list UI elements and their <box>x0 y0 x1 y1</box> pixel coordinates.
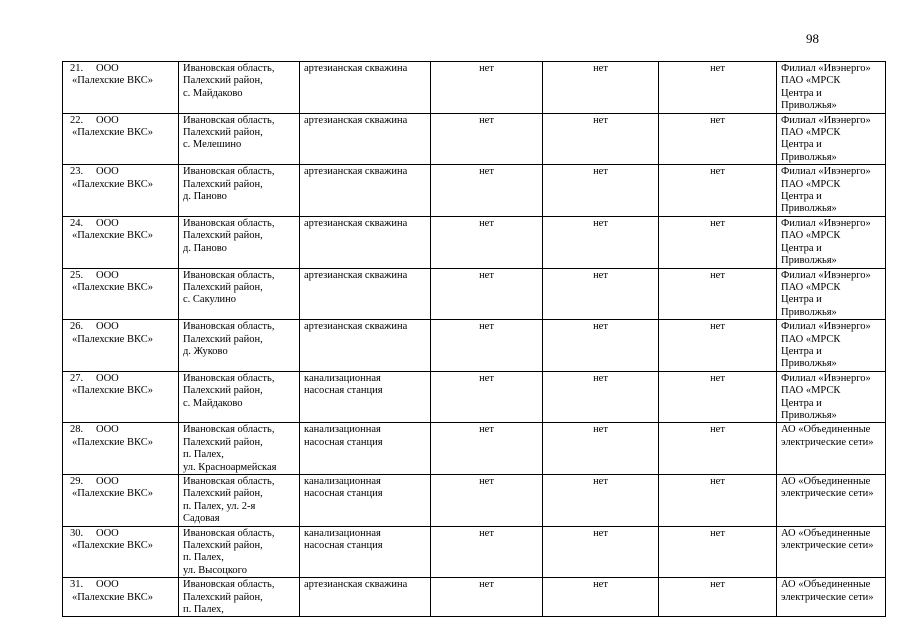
cell-grid-org <box>777 526 886 578</box>
cell-grid-org <box>777 216 886 268</box>
cell-object-type <box>300 578 431 617</box>
org-name: «Палехские ВКС» <box>72 385 153 397</box>
cell-object-type-line: артезианская скважина <box>304 269 408 281</box>
row-number: 29. <box>70 476 84 487</box>
cell-grid-org-line: Центра и <box>781 139 822 151</box>
cell-value-2: нет <box>543 113 659 165</box>
cell-address-line: Ивановская область, <box>183 424 275 436</box>
org-name: «Палехские ВКС» <box>72 436 153 448</box>
cell-grid-org-line: Центра и <box>781 87 822 99</box>
cell-value-2: нет <box>543 62 659 114</box>
org-name: «Палехские ВКС» <box>72 281 153 293</box>
cell-address-line: Ивановская область, <box>183 269 275 281</box>
cell-object-type <box>300 423 431 475</box>
cell-number-org <box>63 216 179 268</box>
cell-number-org <box>63 165 179 217</box>
org-name: «Палехские ВКС» <box>72 178 153 190</box>
cell-object-type <box>300 216 431 268</box>
cell-grid-org-line: Приволжья» <box>781 306 837 318</box>
cell-value-1: нет <box>431 475 543 527</box>
cell-address-line: п. Палех, ул. 2-я <box>183 500 256 512</box>
cell-grid-org-line: Филиал «Ивэнерго» <box>781 63 871 74</box>
table-row <box>63 578 886 617</box>
cell-value-2: нет <box>543 320 659 372</box>
cell-value-2: нет <box>543 268 659 320</box>
cell-address-line: Палехский район, <box>183 436 263 448</box>
cell-address-line: Ивановская область, <box>183 166 275 178</box>
cell-address-line: Палехский район, <box>183 488 263 500</box>
cell-value-3: нет <box>659 216 777 268</box>
cell-grid-org-line: Центра и <box>781 345 822 357</box>
cell-object-type-line: артезианская скважина <box>304 321 408 333</box>
table-row <box>63 62 886 114</box>
table-row <box>63 475 886 527</box>
cell-grid-org-line: АО «Объединенные <box>781 579 871 591</box>
cell-grid-org-line: Приволжья» <box>781 358 837 370</box>
cell-value-2: нет <box>543 423 659 475</box>
cell-grid-org-line: электрические сети» <box>781 436 874 448</box>
row-number: 26. <box>70 321 84 333</box>
cell-address <box>179 62 300 114</box>
cell-address <box>179 423 300 475</box>
cell-object-type-line: артезианская скважина <box>304 114 408 126</box>
row-number: 22. <box>70 114 84 126</box>
cell-grid-org-line: ПАО «МРСК <box>781 333 841 345</box>
cell-grid-org <box>777 423 886 475</box>
cell-grid-org <box>777 165 886 217</box>
cell-address-line: Палехский район, <box>183 540 263 552</box>
cell-value-1: нет <box>431 578 543 617</box>
row-number: 31. <box>70 579 84 591</box>
cell-value-2: нет <box>543 165 659 217</box>
cell-value-1: нет <box>431 526 543 578</box>
org-form: ООО <box>96 372 119 384</box>
cell-object-type-line: насосная станция <box>304 488 383 500</box>
cell-value-1: нет <box>431 165 543 217</box>
cell-value-2: нет <box>543 371 659 423</box>
cell-address-line: с. Майдаково <box>183 397 243 409</box>
row-number: 23. <box>70 166 84 178</box>
table-row <box>63 526 886 578</box>
cell-address-line: Ивановская область, <box>183 321 275 333</box>
cell-number-org <box>63 526 179 578</box>
cell-number-org <box>63 113 179 165</box>
org-name: «Палехские ВКС» <box>72 540 153 552</box>
cell-address-line: Ивановская область, <box>183 476 275 487</box>
org-form: ООО <box>96 63 119 74</box>
row-number: 21. <box>70 63 84 74</box>
cell-grid-org-line: Филиал «Ивэнерго» <box>781 372 871 384</box>
cell-grid-org <box>777 320 886 372</box>
cell-grid-org-line: ПАО «МРСК <box>781 178 841 190</box>
cell-grid-org-line: электрические сети» <box>781 591 874 603</box>
cell-object-type-line: канализационная <box>304 527 381 539</box>
cell-address-line: Палехский район, <box>183 385 263 397</box>
cell-object-type <box>300 371 431 423</box>
cell-address-line: Палехский район, <box>183 75 263 87</box>
cell-address-line: д. Жуково <box>183 345 228 357</box>
cell-value-2: нет <box>543 526 659 578</box>
row-number: 24. <box>70 217 84 229</box>
cell-object-type <box>300 320 431 372</box>
cell-number-org <box>63 371 179 423</box>
cell-value-1: нет <box>431 113 543 165</box>
cell-address <box>179 216 300 268</box>
cell-number-org <box>63 423 179 475</box>
row-number: 30. <box>70 527 84 539</box>
org-name: «Палехские ВКС» <box>72 333 153 345</box>
org-form: ООО <box>96 114 119 126</box>
cell-address-line: п. Палех, <box>183 604 224 616</box>
org-name: «Палехские ВКС» <box>72 488 153 500</box>
cell-object-type <box>300 268 431 320</box>
table-row <box>63 268 886 320</box>
cell-value-1: нет <box>431 216 543 268</box>
cell-address-line: Палехский район, <box>183 178 263 190</box>
cell-number-org <box>63 268 179 320</box>
cell-address-line: Палехский район, <box>183 127 263 139</box>
cell-address-line: Ивановская область, <box>183 63 275 74</box>
cell-grid-org-line: Филиал «Ивэнерго» <box>781 269 871 281</box>
cell-address-line: Ивановская область, <box>183 527 275 539</box>
cell-grid-org-line: Центра и <box>781 242 822 254</box>
cell-grid-org-line: АО «Объединенные <box>781 476 871 487</box>
table-row <box>63 371 886 423</box>
cell-address-line: Ивановская область, <box>183 579 275 591</box>
cell-grid-org-line: ПАО «МРСК <box>781 385 841 397</box>
cell-object-type <box>300 165 431 217</box>
cell-object-type-line: насосная станция <box>304 385 383 397</box>
cell-address-line: Палехский район, <box>183 230 263 242</box>
cell-value-3: нет <box>659 578 777 617</box>
cell-number-org <box>63 62 179 114</box>
table-row <box>63 216 886 268</box>
table-row <box>63 165 886 217</box>
cell-address-line: Ивановская область, <box>183 217 275 229</box>
cell-grid-org-line: Приволжья» <box>781 203 837 215</box>
org-name: «Палехские ВКС» <box>72 230 153 242</box>
cell-value-3: нет <box>659 113 777 165</box>
cell-value-3: нет <box>659 423 777 475</box>
cell-value-3: нет <box>659 320 777 372</box>
cell-object-type <box>300 113 431 165</box>
table-row <box>63 423 886 475</box>
cell-object-type <box>300 526 431 578</box>
cell-grid-org-line: электрические сети» <box>781 488 874 500</box>
org-form: ООО <box>96 527 119 539</box>
table-row <box>63 113 886 165</box>
cell-address <box>179 320 300 372</box>
cell-grid-org-line: Приволжья» <box>781 255 837 267</box>
cell-grid-org <box>777 268 886 320</box>
cell-address <box>179 268 300 320</box>
cell-value-1: нет <box>431 268 543 320</box>
page-number: 98 <box>806 31 819 46</box>
org-name: «Палехские ВКС» <box>72 127 153 139</box>
cell-address-line: Палехский район, <box>183 591 263 603</box>
cell-address-line: Ивановская область, <box>183 114 275 126</box>
cell-grid-org-line: Филиал «Ивэнерго» <box>781 217 871 229</box>
cell-value-2: нет <box>543 216 659 268</box>
cell-number-org <box>63 320 179 372</box>
row-number: 27. <box>70 372 84 384</box>
cell-address-line: ул. Высоцкого <box>183 564 247 576</box>
cell-address-line: Садовая <box>183 513 220 525</box>
cell-address <box>179 526 300 578</box>
org-name: «Палехские ВКС» <box>72 75 153 87</box>
cell-object-type-line: артезианская скважина <box>304 63 408 74</box>
cell-grid-org-line: Филиал «Ивэнерго» <box>781 166 871 178</box>
cell-object-type-line: канализационная <box>304 476 381 487</box>
org-form: ООО <box>96 166 119 178</box>
cell-address-line: п. Палех, <box>183 449 224 461</box>
row-number: 28. <box>70 424 84 436</box>
cell-grid-org-line: электрические сети» <box>781 540 874 552</box>
cell-grid-org-line: Приволжья» <box>781 409 837 421</box>
cell-value-3: нет <box>659 526 777 578</box>
facilities-table <box>62 61 886 617</box>
table-row <box>63 320 886 372</box>
cell-grid-org-line: АО «Объединенные <box>781 527 871 539</box>
cell-grid-org-line: ПАО «МРСК <box>781 127 841 139</box>
cell-number-org <box>63 475 179 527</box>
cell-address-line: д. Паново <box>183 242 227 254</box>
cell-grid-org <box>777 371 886 423</box>
row-number: 25. <box>70 269 84 281</box>
cell-grid-org-line: ПАО «МРСК <box>781 75 841 87</box>
org-form: ООО <box>96 424 119 436</box>
cell-value-1: нет <box>431 371 543 423</box>
cell-address-line: с. Сакулино <box>183 294 237 306</box>
cell-address-line: д. Паново <box>183 191 227 203</box>
cell-address-line: п. Палех, <box>183 552 224 564</box>
org-form: ООО <box>96 269 119 281</box>
cell-grid-org-line: Центра и <box>781 397 822 409</box>
cell-grid-org-line: Центра и <box>781 294 822 306</box>
cell-object-type-line: канализационная <box>304 424 381 436</box>
cell-grid-org <box>777 578 886 617</box>
cell-grid-org <box>777 475 886 527</box>
cell-address-line: Ивановская область, <box>183 372 275 384</box>
cell-grid-org-line: ПАО «МРСК <box>781 281 841 293</box>
cell-object-type-line: насосная станция <box>304 436 383 448</box>
cell-object-type <box>300 475 431 527</box>
cell-address-line: с. Майдаково <box>183 87 243 99</box>
cell-address <box>179 165 300 217</box>
cell-address <box>179 578 300 617</box>
cell-grid-org-line: Приволжья» <box>781 100 837 112</box>
cell-grid-org <box>777 62 886 114</box>
org-form: ООО <box>96 579 119 591</box>
cell-object-type-line: артезианская скважина <box>304 166 408 178</box>
cell-address <box>179 371 300 423</box>
cell-grid-org-line: Центра и <box>781 191 822 203</box>
cell-number-org <box>63 578 179 617</box>
cell-grid-org-line: ПАО «МРСК <box>781 230 841 242</box>
org-form: ООО <box>96 476 119 487</box>
cell-value-1: нет <box>431 62 543 114</box>
cell-address-line: Палехский район, <box>183 281 263 293</box>
org-form: ООО <box>96 321 119 333</box>
cell-grid-org <box>777 113 886 165</box>
cell-value-1: нет <box>431 423 543 475</box>
cell-grid-org-line: Приволжья» <box>781 151 837 163</box>
cell-address-line: Палехский район, <box>183 333 263 345</box>
cell-value-3: нет <box>659 475 777 527</box>
cell-value-2: нет <box>543 578 659 617</box>
org-form: ООО <box>96 217 119 229</box>
cell-object-type-line: артезианская скважина <box>304 579 408 591</box>
cell-address <box>179 475 300 527</box>
cell-grid-org-line: АО «Объединенные <box>781 424 871 436</box>
org-name: «Палехские ВКС» <box>72 591 153 603</box>
cell-object-type-line: артезианская скважина <box>304 217 408 229</box>
cell-value-3: нет <box>659 62 777 114</box>
cell-object-type-line: насосная станция <box>304 540 383 552</box>
cell-value-3: нет <box>659 371 777 423</box>
cell-value-3: нет <box>659 165 777 217</box>
cell-grid-org-line: Филиал «Ивэнерго» <box>781 114 871 126</box>
cell-object-type-line: канализационная <box>304 372 381 384</box>
cell-object-type <box>300 62 431 114</box>
cell-grid-org-line: Филиал «Ивэнерго» <box>781 321 871 333</box>
cell-value-3: нет <box>659 268 777 320</box>
cell-value-1: нет <box>431 320 543 372</box>
cell-address <box>179 113 300 165</box>
cell-address-line: с. Мелешино <box>183 139 242 151</box>
cell-value-2: нет <box>543 475 659 527</box>
cell-address-line: ул. Красноармейская <box>183 461 277 473</box>
table-body <box>63 62 886 617</box>
